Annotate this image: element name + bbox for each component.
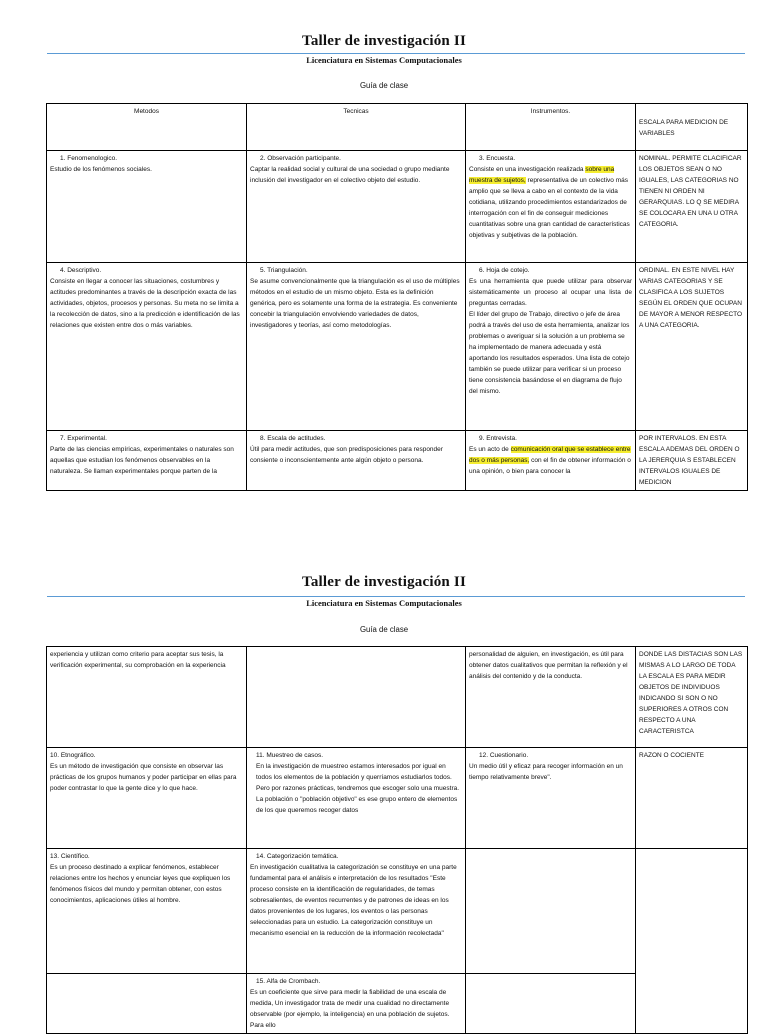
table-row (47, 647, 748, 748)
tecnica-title: 15. Alfa de Crombach. (256, 978, 321, 985)
metodo-cell: experiencia y utilizan como criterio para aceptar sus tesis, la verificación experimental, su comprobación en la experiencia (47, 647, 247, 748)
page-title: Taller de investigación II (302, 574, 466, 590)
metodo-title: 4. Descriptivo. (60, 267, 102, 274)
methods-table-continued (46, 646, 748, 1034)
page-title: Taller de investigación II (302, 33, 466, 49)
instrumento-text: con el fin de obtener información o una opinión, o bien para conocer la (469, 457, 631, 475)
instrumento-text: Es un acto de (469, 446, 511, 453)
instrumento-cell (466, 974, 636, 1034)
header-metodos: Metodos (47, 104, 247, 151)
tecnica-cell (247, 647, 466, 748)
table-row (47, 849, 748, 974)
highlighted-text: comunicación oral que se establece entre dos o más personas, (469, 446, 631, 464)
tecnica-body: Se asume convencionalmente que la triangulación es el uso de múltiples métodos en el estudio de un mismo objeto. Esta es la definición genérica, pero es solamente una forma de la estrategia. Es conveniente concebir la triangulación envolviendo variedades de datos, investigadores y teorías, así como metodologías. (250, 278, 460, 329)
escala-cell (636, 849, 748, 974)
metodo-title: 7. Experimental. (60, 435, 107, 442)
escala-cell: NOMINAL. PERMITE CLACIFICAR LOS OBJETOS SEAN O NO IGUALES, LAS CATEGORIAS NO TIENEN NI ORDEN NI GERARQUIAS. LO Q SE MEDIRA SE COLOCARA EN UNA U OTRA CATEGORIA. (636, 151, 748, 263)
instrumento-body: Un medio útil y eficaz para recoger información en un tiempo relativamente breve". (469, 763, 623, 781)
tecnica-title: 5. Triangulación. (260, 267, 308, 274)
tecnica-body: En la investigación de muestreo estamos interesados por igual en todos los elementos de la población y querríamos estudiarlos todos. Pero por razones prácticas, tendremos que escoger solo una muestra. (256, 763, 460, 792)
instrumento-title: 12. Cuestionario. (479, 752, 529, 759)
table-row (47, 974, 748, 1034)
tecnica-body: En investigación cualitativa la categorización se constituye en una parte fundamental para el análisis e interpretación de los resultados "Este proceso consiste en la identificación de regularidades, de temas sobresalientes, de eventos recurrentes y de patrones de ideas en los datos provenientes de los lugares, los eventos o las personas seleccionadas para un estudio. La categorización constituye un mecanismo esencial en la reducción de la información recolectada" (250, 864, 457, 937)
metodo-cell (47, 974, 247, 1034)
highlighted-text: sobre una muestra de sujetos, (469, 166, 615, 184)
metodo-title: 1. Fenomenologico. (60, 155, 118, 162)
instrumento-cell: personalidad de alguien, en investigación, es útil para obtener datos cualitativos que permitan la reflexión y el análisis del contenido y de la conducta. (466, 647, 636, 748)
header-tecnicas: Tecnicas (247, 104, 466, 151)
instrumento-text: representativa de un colectivo más amplio que se lleva a cabo en el contexto de la vida cotidiana, utilizando procedimientos estandarizados de interrogación con el fin de conseguir mediciones cuantitativas sobre una gran cantidad de características objetivas y subjetivas de la población. (469, 177, 630, 239)
header-rule (47, 596, 745, 597)
header-escala: ESCALA PARA MEDICION DE VARIABLES (636, 104, 748, 151)
escala-cell (636, 974, 748, 1034)
instrumento-cell (466, 849, 636, 974)
guide-label: Guía de clase (359, 625, 409, 634)
metodo-title: 13. Científico. (50, 853, 90, 860)
metodo-title: 10. Etnográfico. (50, 752, 96, 759)
metodo-body: Es un método de investigación que consiste en observar las prácticas de los grupos humanos y poder participar en ellas para poder contrastar lo que la gente dice y lo que hace. (50, 763, 237, 792)
tecnica-body: La población o "población objetivo" es ese grupo entero de elementos de los que queremos recoger datos (256, 796, 458, 814)
guide-label: Guía de clase (359, 81, 409, 90)
tecnica-body: Es un coeficiente que sirve para medir la fiabilidad de una escala de medida, Un investigador trata de medir una cualidad no directamente observable (por ejemplo, la inteligencia) en una población de sujetos. Para ello (250, 989, 450, 1029)
instrumento-text: Consiste en una investigación realizada (469, 166, 586, 173)
tecnica-title: 14. Categorización temática. (256, 853, 339, 860)
instrumento-body: El líder del grupo de Trabajo, directivo o jefe de área podrá a través del uso de esta herramienta, analizar los problemas o averiguar si la solución a un problema se ha implementado de manera adecuada y está aportando los resultados esperados. Una lista de cotejo también se puede utilizar para verificar si un proceso tiene consistencia basándose el en diagrama de flujo del mismo. (469, 311, 630, 395)
header-instrumentos: Instrumentos. (466, 104, 636, 151)
page-subtitle: Licenciatura en Sistemas Computacionales (306, 55, 462, 65)
table-row (47, 748, 748, 849)
metodo-cell (47, 748, 247, 849)
tecnica-body: Útil para medir actitudes, que son predisposiciones para responder consiente o inconscientemente ante algún objeto o persona. (250, 446, 443, 464)
tecnica-title: 2. Observación participante. (260, 155, 341, 162)
tecnica-body: Captar la realidad social y cultural de una sociedad o grupo mediante inclusión del investigador en el colectivo objeto del estudio. (250, 166, 450, 184)
metodo-body: Estudio de los fenómenos sociales. (50, 166, 152, 173)
escala-cell: POR INTERVALOS. EN ESTA ESCALA ADEMAS DEL ORDEN O LA JERERQUIA S ESTABLECEN INTERVALOS IGUALES DE MEDICION (636, 431, 748, 491)
tecnica-cell (247, 748, 466, 849)
escala-cell: DONDE LAS DISTACIAS SON LAS MISMAS A LO LARGO DE TODA LA ESCALA ES PARA MEDIR OBJETOS DE INDIVIDUOS INDICANDO SI SON O NO SUPERIORES A OTROS CON RESPECTO A UNA CARACTERISTCA (636, 647, 748, 748)
metodo-body: Es un proceso destinado a explicar fenómenos, establecer relaciones entre los hechos y enunciar leyes que expliquen los fenómenos físicos del mundo y permitan obtener, con estos conocimientos, aplicaciones útiles al hombre. (50, 864, 231, 904)
instrumento-title: 6. Hoja de cotejo. (479, 267, 530, 274)
escala-cell: RAZON O COCIENTE (636, 748, 748, 849)
metodo-body: Parte de las ciencias empíricas, experimentales o naturales son aquellas que estudian los fenómenos observables en la naturaleza. Se llaman experimentales porque parten de la (50, 446, 234, 475)
metodo-body: Consiste en llegar a conocer las situaciones, costumbres y actitudes predominantes a través de la descripción exacta de las actividades, objetos, procesos y personas. Su meta no se limita a la recolección de datos, sino a la predicción e identificación de las relaciones que existen entre dos o más variables. (50, 278, 240, 329)
instrumento-cell (466, 748, 636, 849)
page-subtitle: Licenciatura en Sistemas Computacionales (306, 598, 462, 608)
tecnica-title: 8. Escala de actitudes. (260, 435, 326, 442)
instrumento-title: 3. Encuesta. (479, 155, 516, 162)
metodo-cell (47, 849, 247, 974)
tecnica-cell (247, 849, 466, 974)
escala-cell: ORDINAL. EN ESTE NIVEL HAY VARIAS CATEGORIAS Y SE CLASIFICA A LOS SUJETOS SEGÚN EL ORDEN QUE OCUPAN DE MAYOR A MENOR RESPECTO A UNA CATEGORIA. (636, 263, 748, 431)
tecnica-title: 11. Muestreo de casos. (256, 752, 324, 759)
tecnica-cell (247, 974, 466, 1034)
instrumento-body: Es una herramienta que puede utilizar para observar sistemáticamente un proceso al ocupar una lista de preguntas cerradas. (469, 278, 632, 307)
instrumento-title: 9. Entrevista. (479, 435, 517, 442)
